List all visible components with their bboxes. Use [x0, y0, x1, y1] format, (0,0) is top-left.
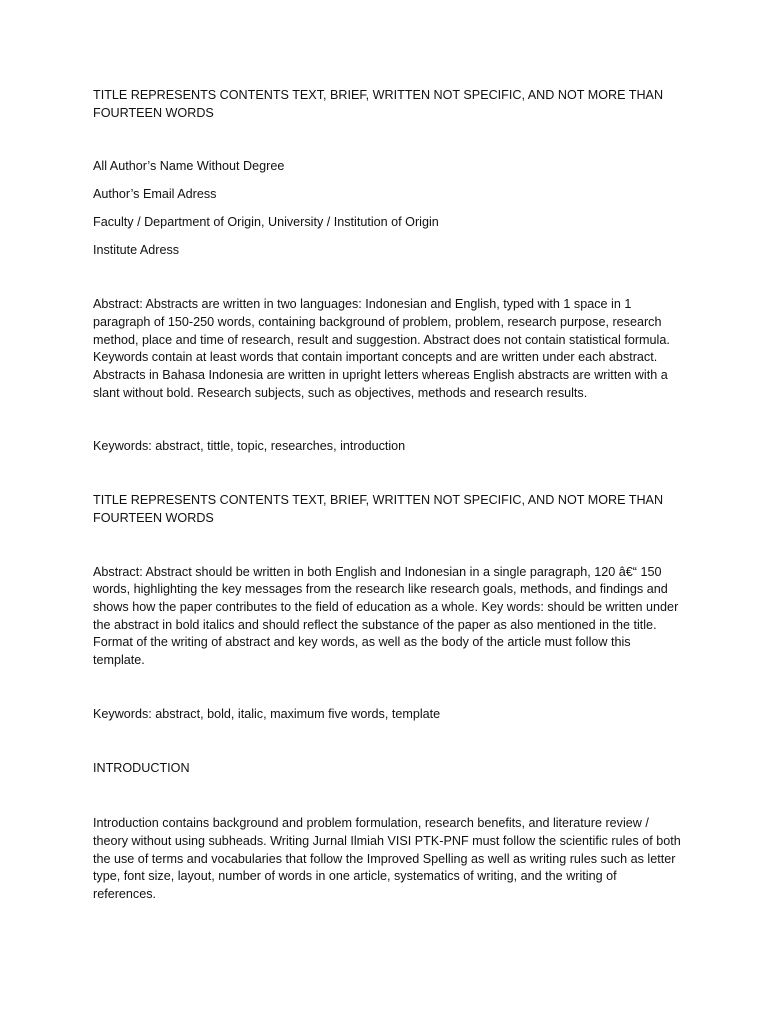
author-email: Author’s Email Adress	[93, 187, 217, 202]
section-heading-introduction: INTRODUCTION	[93, 761, 190, 776]
document-page	[93, 87, 683, 904]
author-affiliation: Faculty / Department of Origin, University / Institution of Origin	[93, 214, 439, 229]
introduction-paragraph: Introduction contains background and problem formulation, research benefits, and literature review / theory without using subheads. Writing Jurnal Ilmiah VISI PTK-PNF must follow the scientific rules of both the use of terms and vocabularies that follow the Improved Spelling as well as writing rules such as letter type, font size, layout, number of words in one article, systematics of writing, and the writing of references.	[93, 816, 681, 901]
abstract-paragraph: Abstract: Abstracts are written in two languages: Indonesian and English, typed with 1 space in 1 paragraph of 150-250 words, containing background of problem, problem, research purpose, research method, place and time of research, result and suggestion. Abstract does not contain statistical formula. Keywords contain at least words that contain important concepts and are written under each abstract. Abstracts in Bahasa Indonesia are written in upright letters whereas English abstracts are written with a slant without bold. Research subjects, such as objectives, methods and research results.	[93, 297, 670, 400]
keywords-line: Keywords: abstract, tittle, topic, researches, introduction	[93, 439, 406, 454]
institute-address: Institute Adress	[93, 242, 180, 257]
paper-title-english: TITLE REPRESENTS CONTENTS TEXT, BRIEF, WRITTEN NOT SPECIFIC, AND NOT MORE THAN FOURTEEN WORDS	[93, 493, 664, 525]
paper-title: TITLE REPRESENTS CONTENTS TEXT, BRIEF, WRITTEN NOT SPECIFIC, AND NOT MORE THAN FOURTEEN WORDS	[93, 88, 664, 120]
author-name: All Author’s Name Without Degree	[93, 159, 285, 174]
keywords-line-english: Keywords: abstract, bold, italic, maximum five words, template	[93, 706, 441, 721]
abstract-paragraph-english: Abstract: Abstract should be written in both English and Indonesian in a single paragraph, 120 â€“ 150 words, highlighting the key messages from the research like research goals, methods, and findings and shows how the paper contributes to the field of education as a whole. Key words: should be written under the abstract in bold italics and should reflect the substance of the paper as also mentioned in the title. Format of the writing of abstract and key words, as well as the body of the article must follow this template.	[93, 564, 679, 668]
